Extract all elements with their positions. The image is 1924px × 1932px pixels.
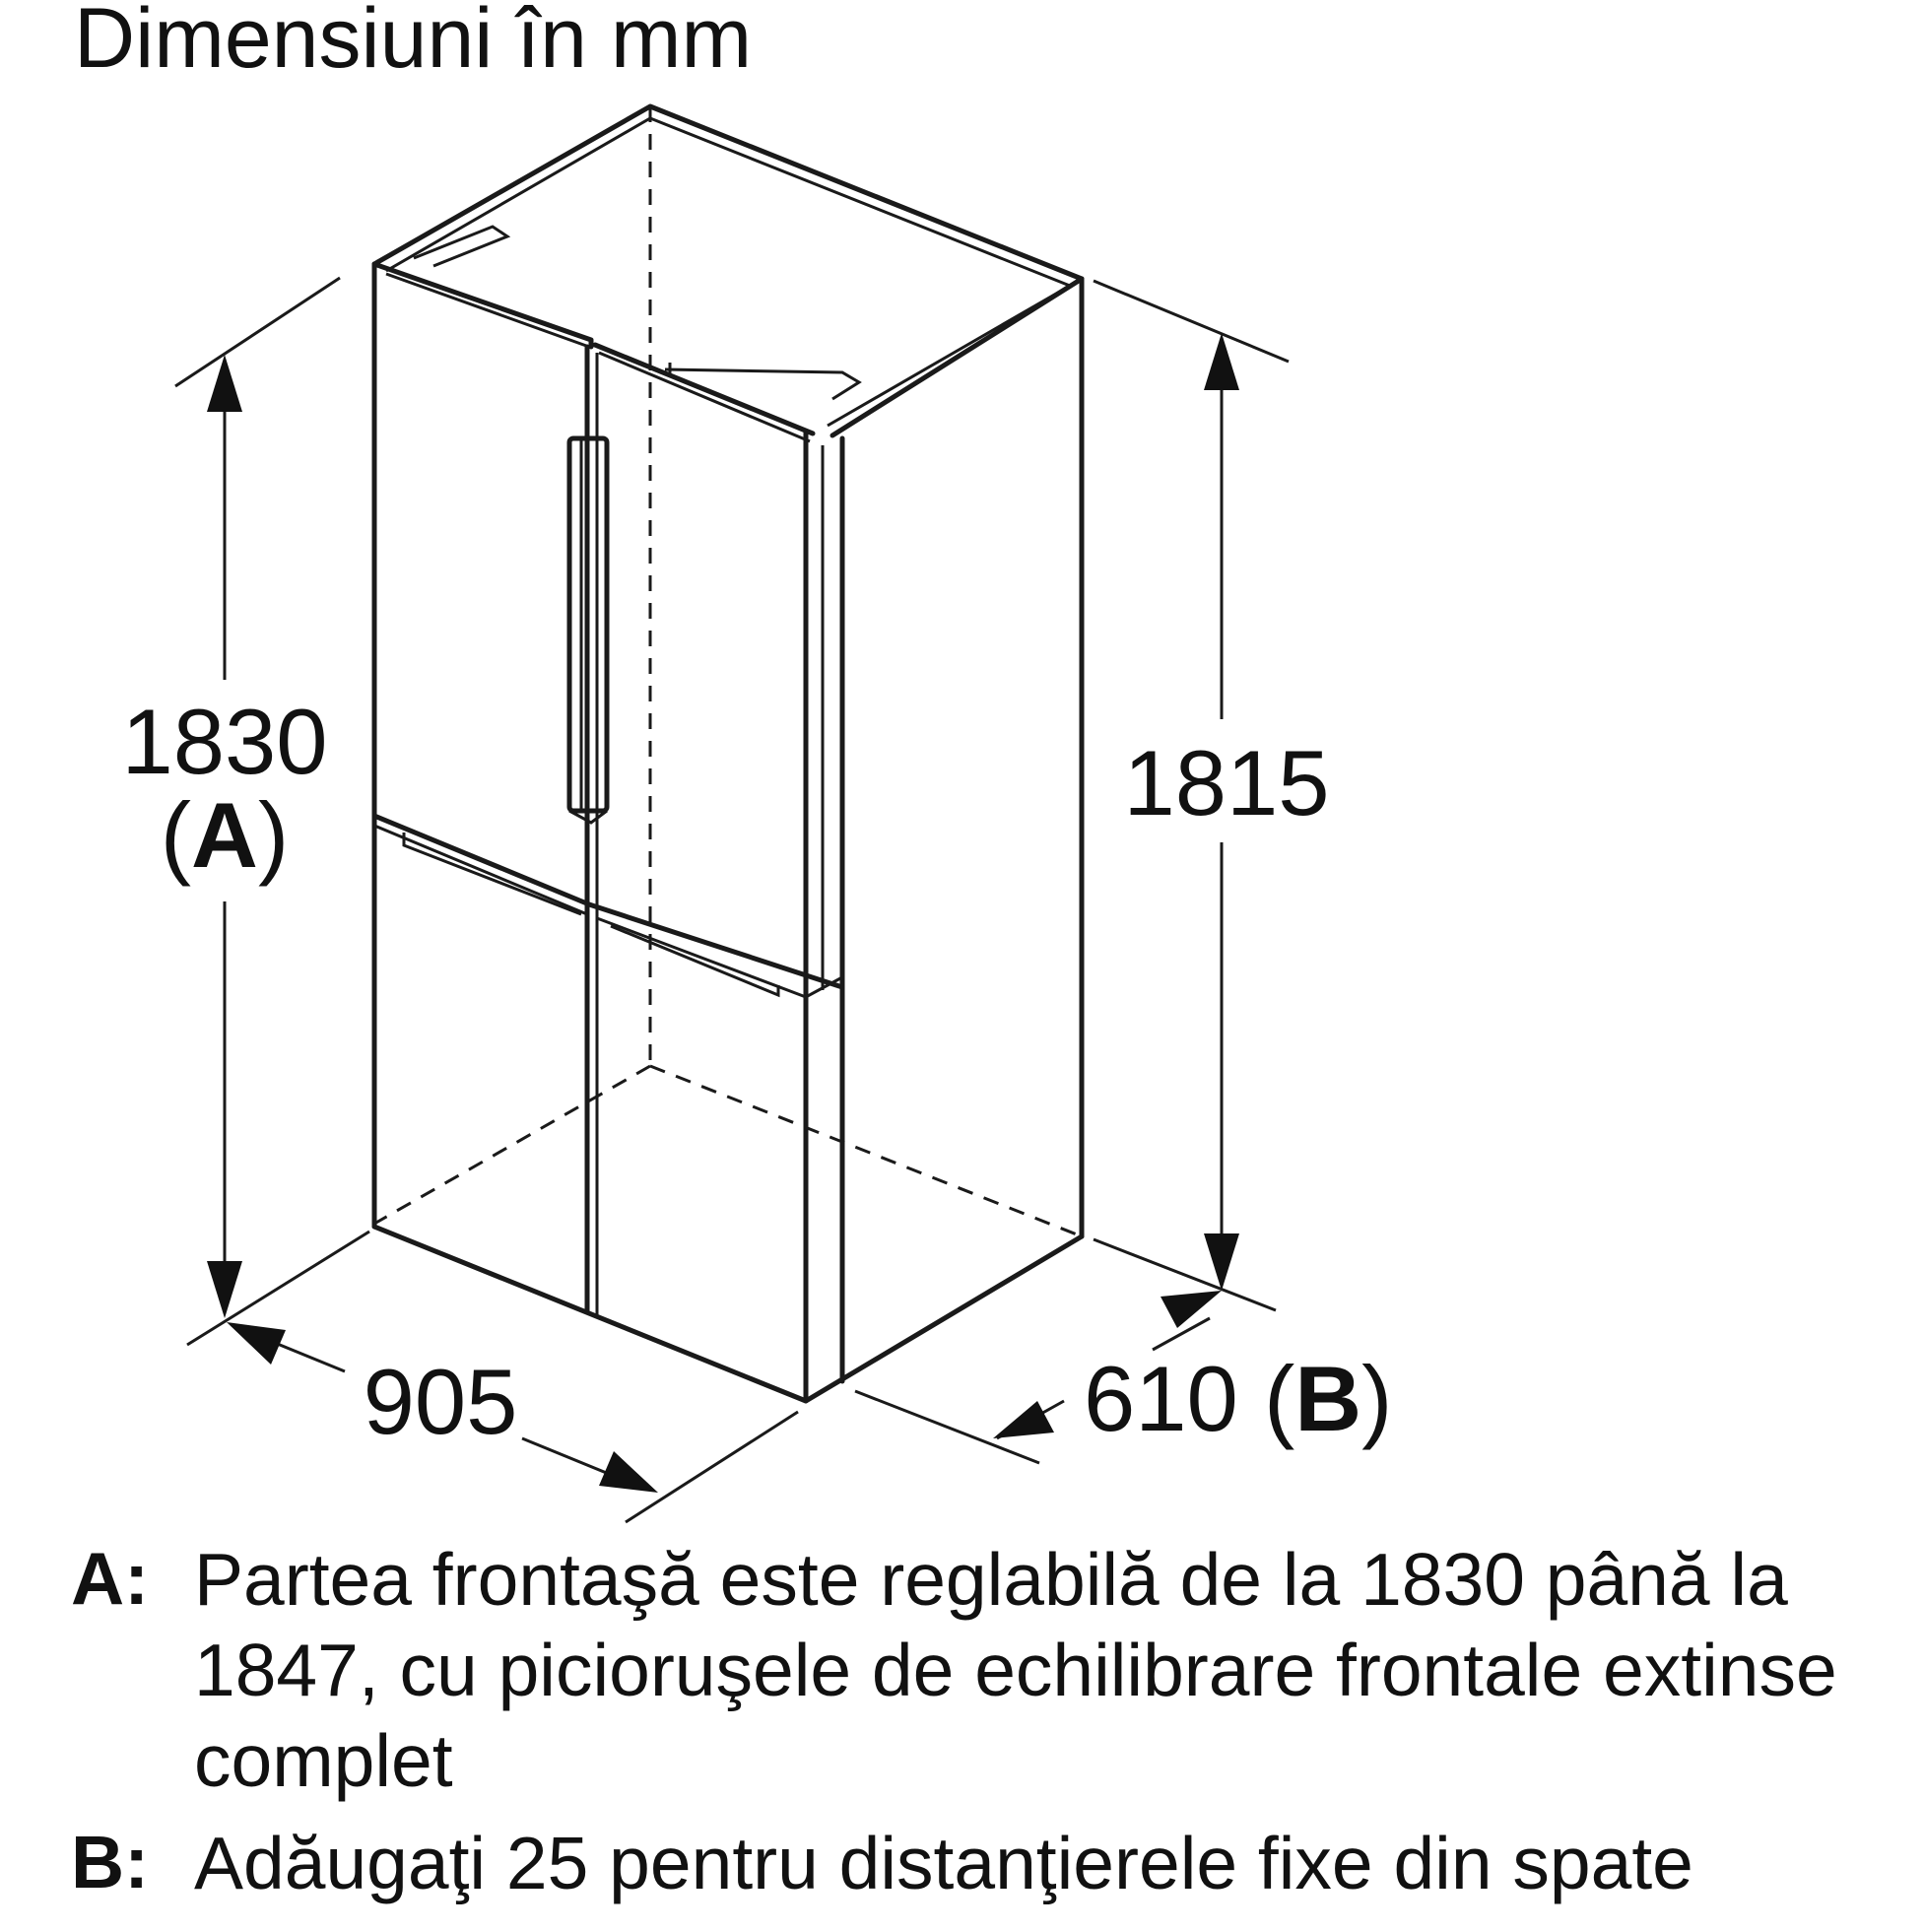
page-title: Dimensiuni în mm [74,0,753,86]
note-a-key: A: [71,1537,150,1620]
notes [71,1537,1903,1932]
note-b-key: B: [71,1821,150,1903]
arrow-width-left [227,1322,286,1365]
height-front-value: 1830 [121,690,328,793]
width-value: 905 [363,1350,518,1453]
arrow-depth-down [993,1401,1054,1438]
note-a [71,1537,1903,1806]
height-back-value: 1815 [1123,731,1330,834]
arrow-width-right [599,1451,658,1493]
arrow-down-left [207,1261,242,1318]
fridge-body [374,106,1082,1401]
arrow-up-right [1204,333,1239,390]
hidden-edges [374,106,1082,1236]
note-a-text: Partea frontaşă este reglabilă de la 1830 până la 1847, cu picioruşele de echilibrare frontale extinse complet [194,1538,1837,1802]
arrow-depth-up [1161,1291,1222,1328]
note-b [71,1821,1903,1908]
note-b-text: Adăugaţi 25 pentru distanţierele fixe din spate [194,1822,1693,1904]
dimension-lines [175,278,1289,1522]
depth-value: 610 (B) [1084,1347,1393,1450]
height-front-marker: (A) [160,783,290,887]
arrow-down-right [1204,1233,1239,1291]
